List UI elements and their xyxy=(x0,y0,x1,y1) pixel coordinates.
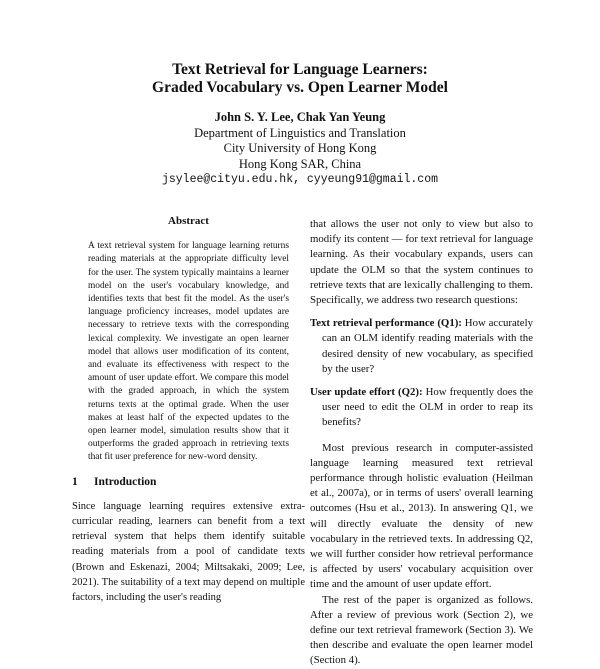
rq2-label: User update effort (Q2): xyxy=(310,386,423,399)
affiliation-university: City University of Hong Kong xyxy=(223,141,377,155)
previous-research-paragraph: Most previous research in computer-assisted language learning measured text retrieval performance through holistic evaluation (Heilman et al., 2007a), or in terms of users' overall learning outcomes (Hsu et al., 2013). In answering Q1, we will directly evaluate the density of new vocabulary in the retrieved texts. In addressing Q2, we will further consider how retrieval performance is affected by users' vocabulary acquisition over time and the amount of user update effort. xyxy=(310,441,533,591)
section-title: Introduction xyxy=(94,475,157,488)
introduction-paragraph: Since language learning requires extensive extra-curricular reading, learners can benefit from a text retrieval system that helps them identify suitable reading materials from a pool of candidate texts (Brown and Eskenazi, 2004; Miltsakaki, 2009; Lee, 2021). The suitability of a text may depend on multiple factors, including the user's reading xyxy=(72,500,305,604)
research-question-2 xyxy=(310,385,533,431)
rq2-text: How frequently does the user need to edit the OLM in order to reap its benefits? xyxy=(322,386,533,429)
affiliation-location: Hong Kong SAR, China xyxy=(238,156,362,171)
section-heading-introduction xyxy=(72,475,305,489)
author-names: John S. Y. Lee, Chak Yan Yeung xyxy=(214,110,386,124)
paper-title xyxy=(0,61,600,97)
right-column xyxy=(310,217,533,669)
section-number: 1 xyxy=(72,475,78,488)
affiliation-department: Department of Linguistics and Translation xyxy=(194,125,406,140)
continuation-paragraph: that allows the user not only to view but also to modify its content — for text retrieval for language learning. As their vocabulary expands, users can update the OLM so that the system continues to retrieve texts that are lexically challenging to them. Specifically, we address two research questions: xyxy=(310,218,533,307)
rq1-label: Text retrieval performance (Q1): xyxy=(310,317,462,330)
rq1-text: How accurately can an OLM identify reading materials with the desired density of new vocabulary, as specified by the user? xyxy=(322,317,533,375)
author-block xyxy=(0,110,600,188)
organization-paragraph: The rest of the paper is organized as follows. After a review of previous work (Section 2), we define our text retrieval framework (Section 3). We then describe and evaluate the open learner model (Section 4). xyxy=(310,593,533,667)
research-question-1 xyxy=(310,316,533,377)
title-line-2: Graded Vocabulary vs. Open Learner Model xyxy=(152,79,448,96)
abstract-heading: Abstract xyxy=(168,215,209,227)
author-emails: jsylee@cityu.edu.hk, cyyeung91@gmail.com xyxy=(161,173,439,186)
title-line-1: Text Retrieval for Language Learners: xyxy=(172,61,428,78)
abstract-text: A text retrieval system for language learning returns reading materials at the appropriate difficulty level for the user. The system typically maintains a learner model on the user's vocabulary knowledge, and identifies texts that best fit the model. As the user's language proficiency increases, model updates are necessary to retrieve texts with the corresponding lexical complexity. We investigate an open learner model that allows user modification of its content, and evaluate its effectiveness with respect to the amount of user update effort. We compare this model with the graded approach, in which the system returns texts at the optimal grade. When the user makes at least half of the expected updates to the open learner model, simulation results show that it outperforms the graded approach in retrieving texts that fit user preference for new-word density. xyxy=(88,241,289,463)
left-column xyxy=(72,214,305,605)
